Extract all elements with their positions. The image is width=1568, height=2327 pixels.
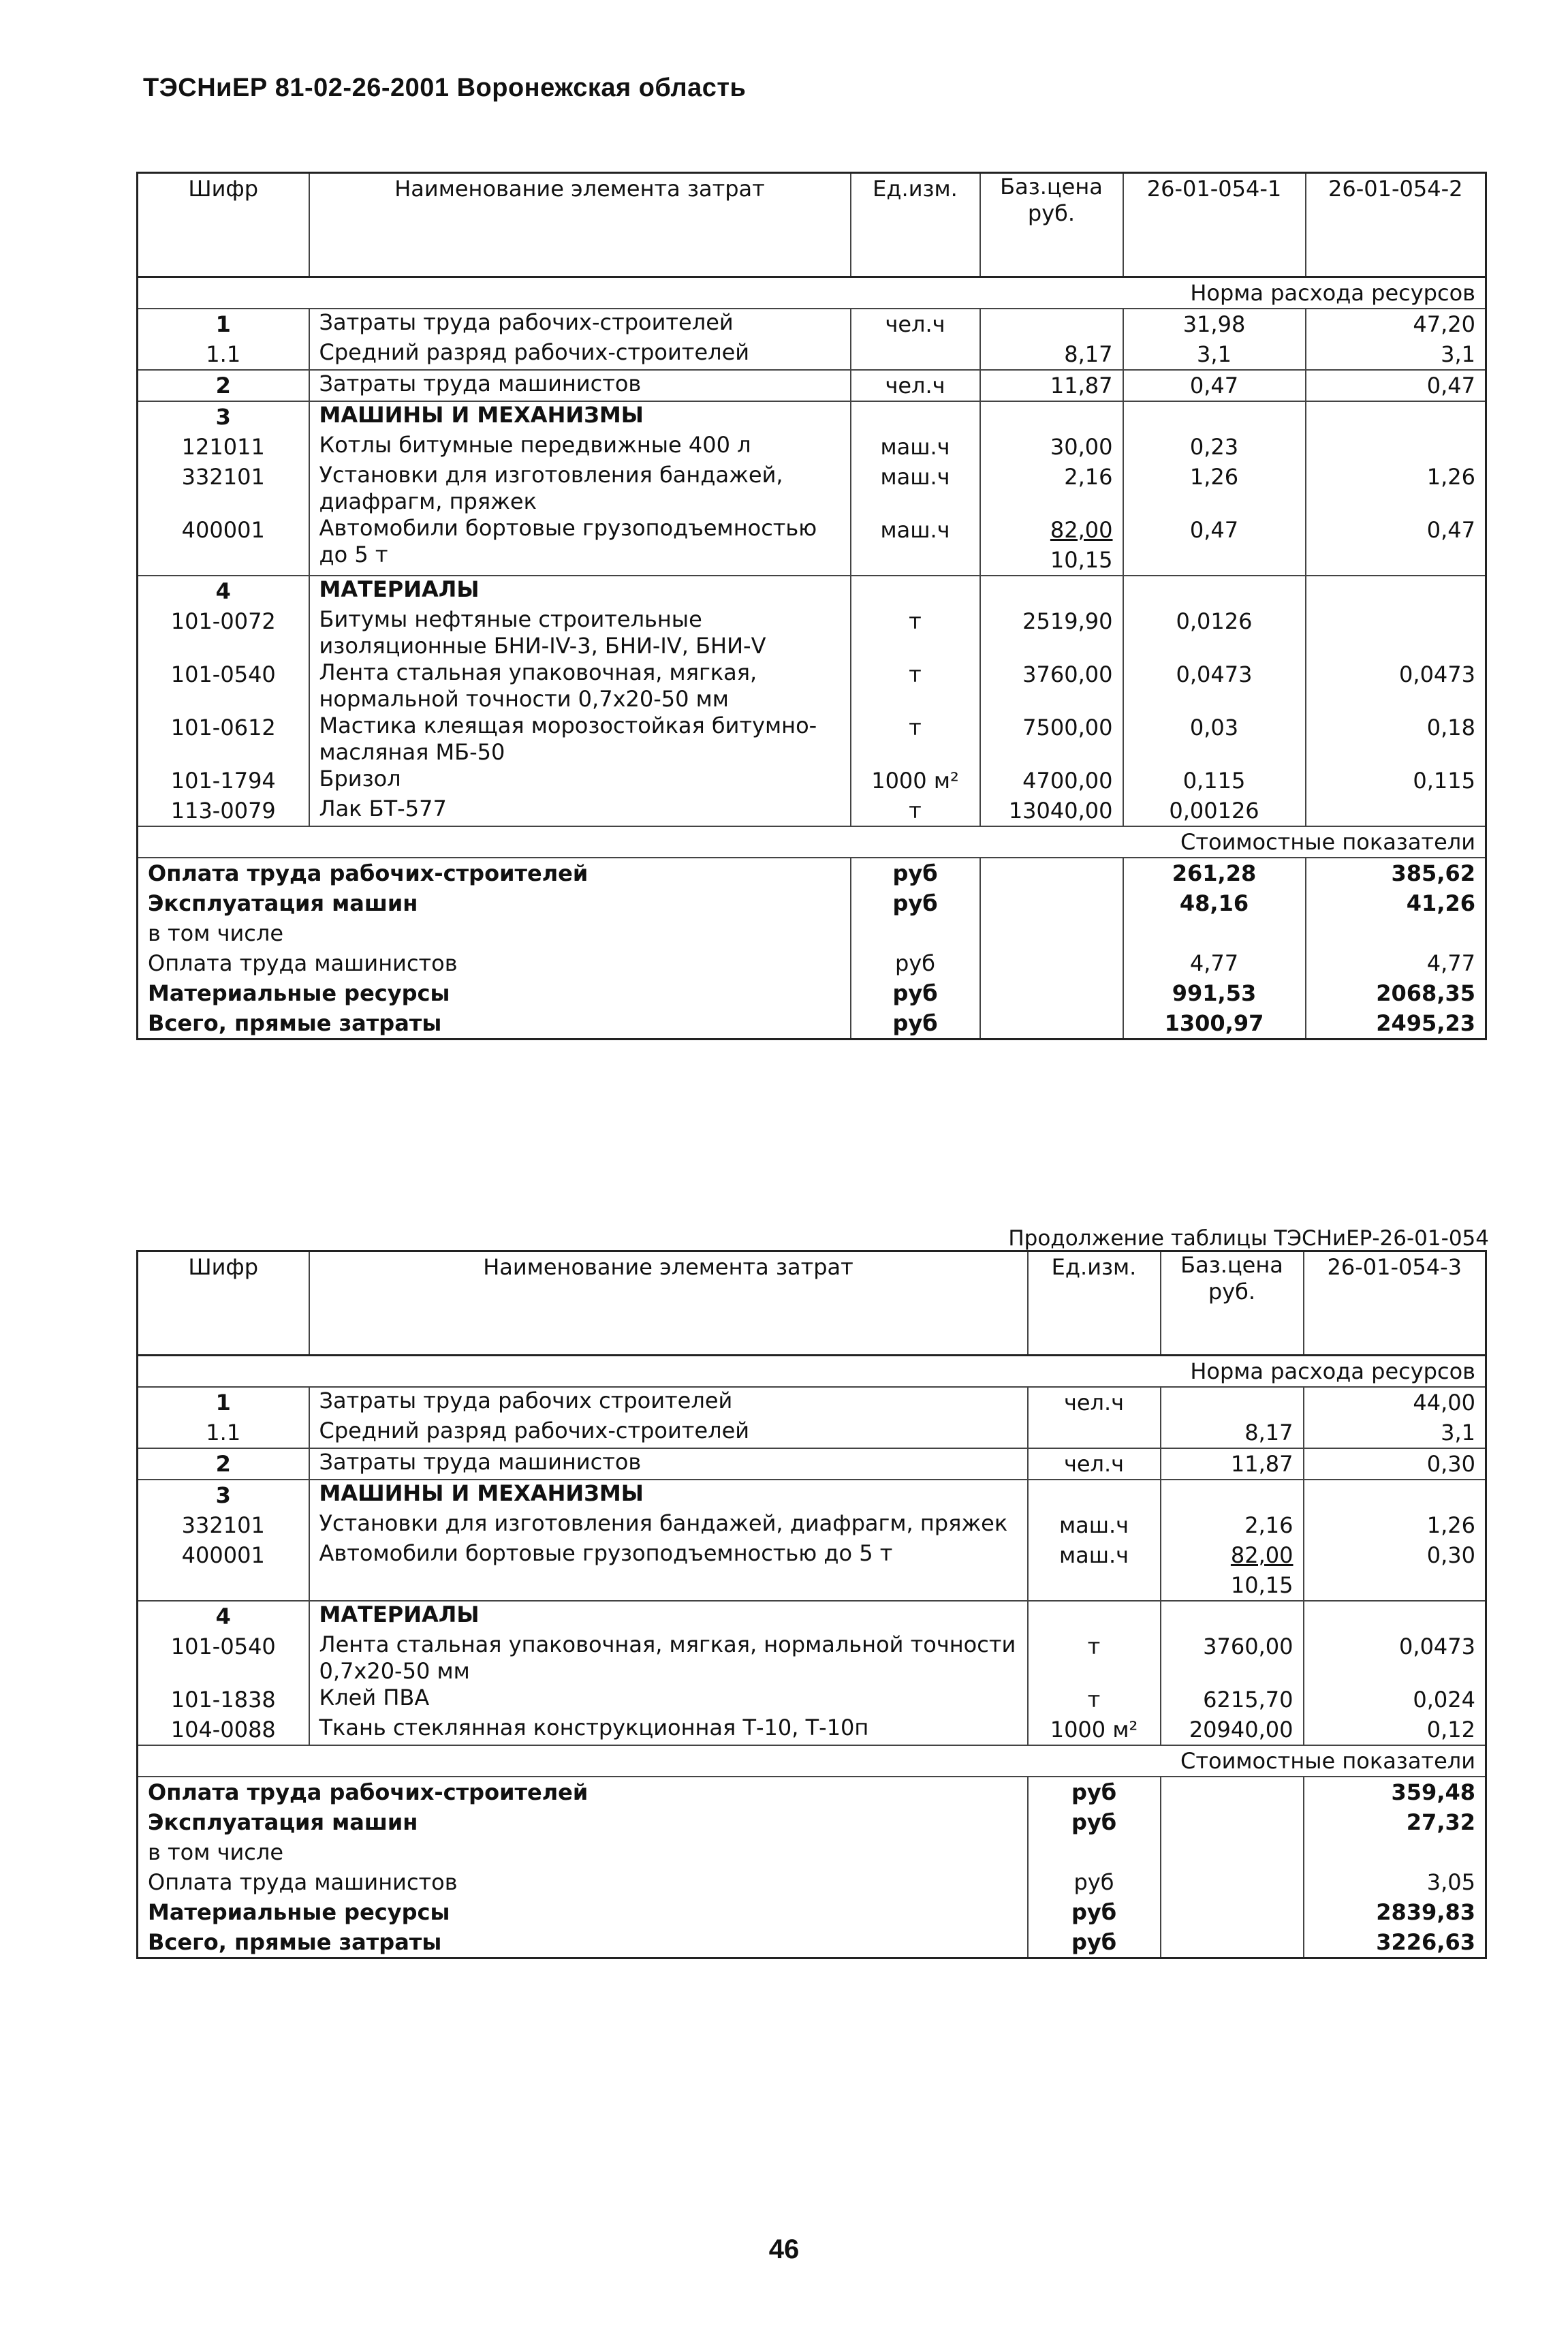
cost-name: в том числе — [148, 920, 283, 946]
row-price — [980, 339, 1123, 370]
table-row — [138, 1480, 1486, 1510]
row-price — [980, 370, 1123, 401]
price-value: 13040,00 — [1008, 798, 1113, 824]
cost-price-empty — [980, 1008, 1123, 1040]
section-cost-label: Стоимостные показатели — [138, 826, 1486, 858]
row-value-c2: 3,1 — [1306, 339, 1486, 370]
row-value-c2: 0,47 — [1306, 515, 1486, 576]
table-row — [138, 462, 1486, 515]
row-price — [980, 576, 1123, 606]
row-unit: маш.ч — [1028, 1540, 1161, 1601]
row-price — [980, 515, 1123, 576]
row-value-c1: 0,47 — [1123, 370, 1306, 401]
row-unit: т — [851, 606, 980, 659]
row-code: 400001 — [181, 1542, 265, 1568]
row-value-c2: 47,20 — [1306, 309, 1486, 339]
row-value-c1: 0,30 — [1304, 1448, 1486, 1480]
cost-value-c1: 27,32 — [1304, 1807, 1486, 1837]
row-value-c1: 0,0473 — [1304, 1631, 1486, 1685]
row-name: Лак БТ-577 — [309, 796, 851, 826]
row-name: МАШИНЫ И МЕХАНИЗМЫ — [309, 401, 851, 432]
cost-unit: руб — [1028, 1897, 1161, 1927]
row-unit: т — [851, 659, 980, 713]
row-price — [1161, 1631, 1304, 1685]
table-row — [138, 309, 1486, 339]
table-row — [138, 713, 1486, 766]
price-value-secondary: 10,15 — [1050, 547, 1113, 573]
row-name: Бризол — [309, 766, 851, 796]
row-price — [1161, 1387, 1304, 1418]
row-name: Ткань стеклянная конструкционная Т-10, Т-10п — [309, 1715, 1028, 1745]
price-value: 8,17 — [1244, 1420, 1293, 1446]
row-value-c2: 0,115 — [1306, 766, 1486, 796]
row-name: Установки для изготовления бандажей, диафрагм, пряжек — [309, 1510, 1028, 1540]
cost-price-empty — [1161, 1837, 1304, 1867]
cost-value-c2: 4,77 — [1306, 948, 1486, 978]
header-name: Наименование элемента затрат — [309, 173, 851, 277]
row-value-c2 — [1306, 576, 1486, 606]
row-name: МАШИНЫ И МЕХАНИЗМЫ — [309, 1480, 1028, 1510]
price-value: 11,87 — [1230, 1451, 1293, 1477]
cost-name: Оплата труда машинистов — [148, 1869, 458, 1895]
cost-unit — [851, 918, 980, 948]
cost-row — [138, 1837, 1486, 1867]
row-value-c1: 0,024 — [1304, 1685, 1486, 1715]
cost-value-c2 — [1306, 918, 1486, 948]
cost-unit — [1028, 1837, 1161, 1867]
cost-name: Эксплуатация машин — [148, 890, 418, 916]
row-name: Котлы битумные передвижные 400 л — [309, 432, 851, 462]
cost-row — [138, 858, 1486, 888]
row-value-c2: 0,47 — [1306, 370, 1486, 401]
cost-name: Эксплуатация машин — [148, 1809, 418, 1835]
row-unit — [1028, 1418, 1161, 1448]
row-name: Автомобили бортовые грузоподъемностью до 5 т — [309, 515, 851, 576]
row-name: Затраты труда рабочих-строителей — [309, 309, 851, 339]
price-value: 8,17 — [1064, 341, 1113, 367]
table-row — [138, 766, 1486, 796]
price-value: 2519,90 — [1022, 608, 1113, 634]
row-name: Затраты труда машинистов — [309, 1448, 1028, 1480]
table-row — [138, 1685, 1486, 1715]
cost-price-empty — [980, 918, 1123, 948]
row-code: 3 — [138, 401, 309, 432]
row-unit: чел.ч — [1028, 1387, 1161, 1418]
row-unit: чел.ч — [851, 370, 980, 401]
row-code: 3 — [138, 1480, 309, 1510]
table-row — [138, 370, 1486, 401]
row-value-c1: 44,00 — [1304, 1387, 1486, 1418]
row-code: 400001 — [181, 517, 265, 543]
cost-name: Всего, прямые затраты — [148, 1010, 442, 1036]
cost-value-c2: 2495,23 — [1306, 1008, 1486, 1040]
row-code: 101-0612 — [170, 715, 276, 740]
row-unit: чел.ч — [851, 309, 980, 339]
row-unit: т — [851, 796, 980, 826]
row-price — [1161, 1715, 1304, 1745]
price-value: 82,00 — [1230, 1542, 1293, 1568]
cost-value-c1: 1300,97 — [1123, 1008, 1306, 1040]
row-price — [1161, 1685, 1304, 1715]
cost-row — [138, 1897, 1486, 1927]
row-code: 2 — [138, 370, 309, 401]
price-value: 3760,00 — [1203, 1634, 1293, 1659]
row-value-c1: 1,26 — [1123, 462, 1306, 515]
row-unit — [851, 401, 980, 432]
row-value-c1: 0,00126 — [1123, 796, 1306, 826]
header-price: Баз.цена руб. — [1161, 1251, 1304, 1356]
cost-name: Материальные ресурсы — [148, 980, 450, 1006]
table-header-row — [138, 173, 1486, 277]
price-value: 11,87 — [1050, 373, 1113, 399]
cost-unit: руб — [851, 978, 980, 1008]
header-name: Наименование элемента затрат — [309, 1251, 1028, 1356]
header-col-054-2: 26-01-054-2 — [1306, 173, 1486, 277]
page-header: ТЭСНиЕР 81-02-26-2001 Воронежская область — [143, 74, 747, 102]
row-code: 4 — [138, 1601, 309, 1631]
cost-row — [138, 1927, 1486, 1958]
row-price — [1161, 1480, 1304, 1510]
row-code: 332101 — [181, 1512, 265, 1538]
cost-price-empty — [980, 978, 1123, 1008]
row-value-c1 — [1304, 1601, 1486, 1631]
table-row — [138, 401, 1486, 432]
cost-value-c2: 41,26 — [1306, 888, 1486, 918]
row-code: 101-0540 — [170, 1634, 276, 1659]
cost-row — [138, 948, 1486, 978]
row-value-c1: 0,47 — [1123, 515, 1306, 576]
header-price: Баз.цена руб. — [980, 173, 1123, 277]
price-value: 4700,00 — [1022, 768, 1113, 794]
cost-price-empty — [980, 858, 1123, 888]
section-norm-row — [138, 1356, 1486, 1388]
price-value: 2,16 — [1244, 1512, 1293, 1538]
section-cost-row — [138, 826, 1486, 858]
row-value-c1: 3,1 — [1123, 339, 1306, 370]
price-value: 7500,00 — [1022, 715, 1113, 740]
row-name: МАТЕРИАЛЫ — [309, 576, 851, 606]
cost-price-empty — [980, 888, 1123, 918]
header-col-054-1: 26-01-054-1 — [1123, 173, 1306, 277]
cost-value-c2: 2068,35 — [1306, 978, 1486, 1008]
row-name: Лента стальная упаковочная, мягкая, нормальной точности 0,7х20-50 мм — [309, 659, 851, 713]
cost-value-c1: 991,53 — [1123, 978, 1306, 1008]
row-unit: т — [1028, 1631, 1161, 1685]
row-unit — [1028, 1480, 1161, 1510]
row-price — [980, 432, 1123, 462]
cost-name: в том числе — [148, 1839, 283, 1865]
row-unit: маш.ч — [851, 432, 980, 462]
row-price — [1161, 1510, 1304, 1540]
row-unit: 1000 м² — [1028, 1715, 1161, 1745]
table-row — [138, 796, 1486, 826]
row-value-c1: 0,30 — [1304, 1540, 1486, 1601]
cost-price-empty — [1161, 1867, 1304, 1897]
row-name: Мастика клеящая морозостойкая битумно-масляная МБ-50 — [309, 713, 851, 766]
section-norm-row — [138, 277, 1486, 309]
cost-value-c1: 3,05 — [1304, 1867, 1486, 1897]
row-value-c1: 0,12 — [1304, 1715, 1486, 1745]
resource-norms-table-1 — [136, 172, 1487, 1040]
row-value-c1 — [1123, 401, 1306, 432]
table-row — [138, 515, 1486, 576]
row-name: Установки для изготовления бандажей, диафрагм, пряжек — [309, 462, 851, 515]
price-value: 20940,00 — [1189, 1717, 1293, 1743]
row-name: МАТЕРИАЛЫ — [309, 1601, 1028, 1631]
cost-price-empty — [1161, 1897, 1304, 1927]
continuation-note: Продолжение таблицы ТЭСНиЕР-26-01-054 — [1008, 1226, 1489, 1251]
cost-row — [138, 1867, 1486, 1897]
cost-name: Оплата труда машинистов — [148, 950, 458, 976]
table-row — [138, 659, 1486, 713]
cost-unit: руб — [1028, 1777, 1161, 1807]
cost-unit: руб — [851, 858, 980, 888]
row-code: 104-0088 — [170, 1717, 276, 1743]
section-cost-label: Стоимостные показатели — [138, 1745, 1486, 1777]
row-name: Затраты труда рабочих строителей — [309, 1387, 1028, 1418]
cost-row — [138, 918, 1486, 948]
cost-value-c1 — [1304, 1837, 1486, 1867]
row-name: Затраты труда машинистов — [309, 370, 851, 401]
row-value-c1: 31,98 — [1123, 309, 1306, 339]
cost-rows — [138, 1745, 1486, 1958]
price-value: 2,16 — [1064, 464, 1113, 490]
row-value-c1: 0,0126 — [1123, 606, 1306, 659]
cost-value-c1: 4,77 — [1123, 948, 1306, 978]
cost-price-empty — [1161, 1927, 1304, 1958]
header-unit: Ед.изм. — [851, 173, 980, 277]
row-unit — [851, 339, 980, 370]
row-name: Клей ПВА — [309, 1685, 1028, 1715]
cost-unit: руб — [851, 1008, 980, 1040]
cost-unit: руб — [851, 888, 980, 918]
row-price — [980, 606, 1123, 659]
table-row — [138, 576, 1486, 606]
cost-unit: руб — [851, 948, 980, 978]
row-value-c1: 1,26 — [1304, 1510, 1486, 1540]
row-name: Лента стальная упаковочная, мягкая, нормальной точности 0,7х20-50 мм — [309, 1631, 1028, 1685]
row-price — [1161, 1601, 1304, 1631]
row-code: 2 — [138, 1448, 309, 1480]
row-value-c2: 0,0473 — [1306, 659, 1486, 713]
row-value-c2 — [1306, 401, 1486, 432]
table-row — [138, 1540, 1486, 1601]
table-row — [138, 1601, 1486, 1631]
cost-value-c1: 48,16 — [1123, 888, 1306, 918]
cost-value-c1 — [1123, 918, 1306, 948]
header-code: Шифр — [138, 173, 309, 277]
row-name: Средний разряд рабочих-строителей — [309, 1418, 1028, 1448]
cost-row — [138, 888, 1486, 918]
row-code: 101-0072 — [170, 608, 276, 634]
price-value: 30,00 — [1050, 434, 1113, 460]
norm-rows — [138, 277, 1486, 827]
cost-name: Всего, прямые затраты — [148, 1929, 442, 1955]
price-value: 6215,70 — [1203, 1687, 1293, 1713]
cost-row — [138, 1008, 1486, 1040]
norm-rows — [138, 1356, 1486, 1746]
table-row — [138, 1448, 1486, 1480]
row-unit: маш.ч — [1028, 1510, 1161, 1540]
cost-unit: руб — [1028, 1807, 1161, 1837]
row-value-c1 — [1123, 576, 1306, 606]
cost-name: Оплата труда рабочих-строителей — [148, 860, 589, 886]
row-unit: 1000 м² — [851, 766, 980, 796]
row-price — [980, 766, 1123, 796]
page-number: 46 — [768, 2234, 800, 2264]
row-code: 101-0540 — [170, 661, 276, 687]
cost-value-c1: 3226,63 — [1304, 1927, 1486, 1958]
cost-value-c2: 385,62 — [1306, 858, 1486, 888]
row-value-c2: 1,26 — [1306, 462, 1486, 515]
row-price — [1161, 1448, 1304, 1480]
section-cost-row — [138, 1745, 1486, 1777]
row-unit: т — [851, 713, 980, 766]
cost-unit: руб — [1028, 1927, 1161, 1958]
row-code: 1 — [215, 311, 231, 337]
row-code: 101-1794 — [170, 768, 276, 794]
row-value-c1: 0,03 — [1123, 713, 1306, 766]
cost-name: Материальные ресурсы — [148, 1899, 450, 1925]
cost-value-c1: 359,48 — [1304, 1777, 1486, 1807]
section-norm-label: Норма расхода ресурсов — [138, 1356, 1486, 1388]
row-value-c1: 0,0473 — [1123, 659, 1306, 713]
row-price — [980, 659, 1123, 713]
price-value-secondary: 10,15 — [1230, 1572, 1293, 1598]
table-row — [138, 1631, 1486, 1685]
row-value-c1: 0,23 — [1123, 432, 1306, 462]
cost-rows — [138, 826, 1486, 1040]
row-value-c2 — [1306, 796, 1486, 826]
table-row — [138, 1715, 1486, 1745]
section-norm-label: Норма расхода ресурсов — [138, 277, 1486, 309]
row-price — [980, 713, 1123, 766]
row-code: 1 — [215, 1390, 231, 1416]
row-code: 121011 — [181, 434, 265, 460]
cost-row — [138, 1777, 1486, 1807]
row-value-c2 — [1306, 606, 1486, 659]
row-price — [1161, 1540, 1304, 1601]
table-row — [138, 606, 1486, 659]
table-row — [138, 1387, 1486, 1418]
row-value-c2 — [1306, 432, 1486, 462]
row-price — [980, 401, 1123, 432]
table-row — [138, 432, 1486, 462]
row-code: 113-0079 — [170, 798, 276, 824]
cost-unit: руб — [1028, 1867, 1161, 1897]
row-value-c1: 3,1 — [1304, 1418, 1486, 1448]
row-price — [1161, 1418, 1304, 1448]
row-unit: чел.ч — [1028, 1448, 1161, 1480]
row-value-c1 — [1304, 1480, 1486, 1510]
row-code: 1.1 — [206, 1420, 241, 1446]
table-header-row — [138, 1251, 1486, 1356]
row-name: Автомобили бортовые грузоподъемностью до 5 т — [309, 1540, 1028, 1601]
row-code: 101-1838 — [170, 1687, 276, 1713]
price-value: 82,00 — [1050, 517, 1113, 543]
cost-value-c1: 2839,83 — [1304, 1897, 1486, 1927]
row-unit: маш.ч — [851, 462, 980, 515]
row-price — [980, 309, 1123, 339]
resource-norms-table-2 — [136, 1250, 1487, 1959]
row-unit — [851, 576, 980, 606]
row-value-c1: 0,115 — [1123, 766, 1306, 796]
table-row — [138, 1418, 1486, 1448]
row-unit: маш.ч — [851, 515, 980, 576]
row-unit: т — [1028, 1685, 1161, 1715]
table-row — [138, 339, 1486, 370]
row-code: 1.1 — [206, 341, 241, 367]
cost-price-empty — [980, 948, 1123, 978]
header-col-054-3: 26-01-054-3 — [1304, 1251, 1486, 1356]
price-value: 3760,00 — [1022, 661, 1113, 687]
row-value-c2: 0,18 — [1306, 713, 1486, 766]
cost-row — [138, 978, 1486, 1008]
header-unit: Ед.изм. — [1028, 1251, 1161, 1356]
header-code: Шифр — [138, 1251, 309, 1356]
row-name: Средний разряд рабочих-строителей — [309, 339, 851, 370]
row-name: Битумы нефтяные строительные изоляционные БНИ-IV-3, БНИ-IV, БНИ-V — [309, 606, 851, 659]
row-code: 332101 — [181, 464, 265, 490]
row-price — [980, 462, 1123, 515]
cost-row — [138, 1807, 1486, 1837]
cost-value-c1: 261,28 — [1123, 858, 1306, 888]
row-unit — [1028, 1601, 1161, 1631]
row-code: 4 — [138, 576, 309, 606]
cost-name: Оплата труда рабочих-строителей — [148, 1779, 589, 1805]
cost-price-empty — [1161, 1777, 1304, 1807]
table-row — [138, 1510, 1486, 1540]
cost-price-empty — [1161, 1807, 1304, 1837]
row-price — [980, 796, 1123, 826]
